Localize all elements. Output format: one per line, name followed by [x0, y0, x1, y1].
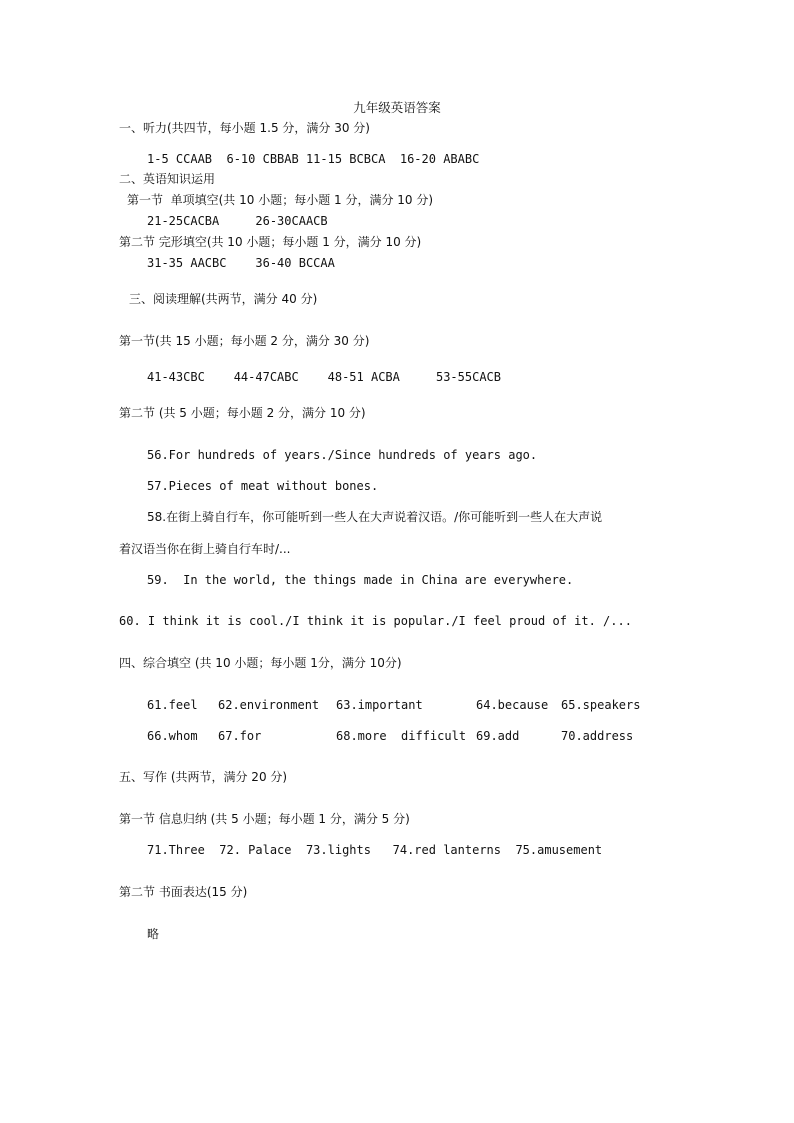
- section1-answers: 1-5 CCAAB 6-10 CBBAB 11-15 BCBCA 16-20 ABABC: [147, 152, 480, 166]
- section2-part1-answers: 21-25CACBA 26-30CAACB: [147, 214, 328, 228]
- section3-heading: 三、阅读理解(共两节，满分 40 分): [129, 292, 318, 306]
- section2-part2-answers: 31-35 AACBC 36-40 BCCAA: [147, 256, 335, 270]
- section3-part1-heading: 第一节(共 15 小题；每小题 2 分，满分 30 分): [119, 334, 370, 348]
- answer-60: 60. I think it is cool./I think it is popular./I feel proud of it. /...: [119, 614, 632, 628]
- section5-part1-answers: 71.Three 72. Palace 73.lights 74.red lanterns 75.amusement: [147, 843, 603, 857]
- answer-56: 56.For hundreds of years./Since hundreds of years ago.: [147, 448, 538, 462]
- answer-67: 67.for: [218, 729, 262, 743]
- answer-58-line2: 着汉语当你在街上骑自行车时/...: [119, 542, 291, 556]
- section2-part2-heading: 第二节 完形填空(共 10 小题；每小题 1 分，满分 10 分): [119, 235, 422, 249]
- answer-65: 65.speakers: [561, 698, 641, 712]
- section1-heading: 一、听力(共四节，每小题 1.5 分，满分 30 分): [119, 121, 370, 135]
- page-title: 九年级英语答案: [353, 100, 441, 115]
- answer-66: 66.whom: [147, 729, 198, 743]
- answer-68: 68.more difficult: [336, 729, 467, 743]
- section5-part2-heading: 第二节 书面表达(15 分): [119, 885, 248, 899]
- section3-part2-heading: 第二节 (共 5 小题；每小题 2 分，满分 10 分): [119, 406, 366, 420]
- answer-57: 57.Pieces of meat without bones.: [147, 479, 379, 493]
- section2-part1-heading: 第一节 单项填空(共 10 小题；每小题 1 分，满分 10 分): [127, 193, 434, 207]
- answer-63: 63.important: [336, 698, 423, 712]
- answer-69: 69.add: [476, 729, 520, 743]
- section5-heading: 五、写作 (共两节，满分 20 分): [119, 770, 288, 784]
- answer-59: 59. In the world, the things made in China are everywhere.: [147, 573, 574, 587]
- section5-part2-content: 略: [147, 927, 160, 941]
- answer-62: 62.environment: [218, 698, 320, 712]
- section5-part1-heading: 第一节 信息归纳 (共 5 小题；每小题 1 分，满分 5 分): [119, 812, 410, 826]
- section4-heading: 四、综合填空 (共 10 小题；每小题 1分，满分 10分): [119, 656, 402, 670]
- section3-part1-answers: 41-43CBC 44-47CABC 48-51 ACBA 53-55CACB: [147, 370, 502, 384]
- answer-61: 61.feel: [147, 698, 198, 712]
- answer-70: 70.address: [561, 729, 634, 743]
- answer-64: 64.because: [476, 698, 549, 712]
- section2-heading: 二、英语知识运用: [119, 172, 216, 186]
- answer-58-line1: 58.在街上骑自行车，你可能听到一些人在大声说着汉语。/你可能听到一些人在大声说: [147, 510, 603, 524]
